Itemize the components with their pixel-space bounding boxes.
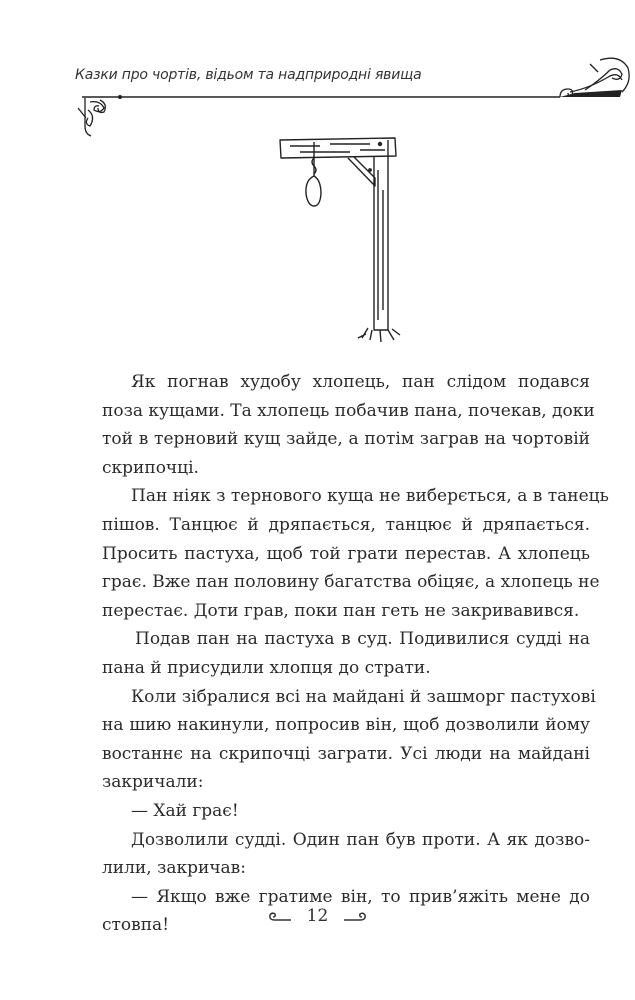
- text-line: той в терновий кущ зайде, а потім заграв на чортовій: [102, 429, 590, 450]
- paragraph: [102, 826, 590, 883]
- running-header: Казки про чортів, відьом та надприродні явища: [75, 67, 422, 83]
- text-line: востаннє на скрипочці заграти. Усі люди на майдані: [102, 743, 590, 764]
- text-line: лили, закричав:: [102, 858, 246, 879]
- text-line: закричали:: [102, 772, 204, 793]
- text-line: Подав пан на пастуха в суд. Подивилися судді на: [135, 629, 590, 650]
- paragraph: [102, 625, 590, 682]
- text-line: грає. Вже пан половину багатства обіцяє, а хлопець не: [102, 572, 600, 593]
- gallows-illustration: [270, 130, 415, 345]
- text-line: Коли зібралися всі на майдані й зашморг пастухові: [131, 686, 596, 707]
- paragraph: [102, 683, 596, 797]
- text-line: скрипочці.: [102, 457, 199, 478]
- text-line: Дозволили судді. Один пан був проти. А як дозво-: [131, 829, 590, 850]
- text-line: Просить пастуха, щоб той грати перестав. А хлопець: [102, 543, 590, 564]
- text-line: поза кущами. Та хлопець побачив пана, почекав, доки: [102, 400, 595, 421]
- paragraph: [102, 482, 609, 625]
- page-folio: [0, 906, 635, 926]
- text-line: Пан ніяк з тернового куща не виберється, а в танець: [131, 486, 609, 507]
- text-line: пішов. Танцює й дряпається, танцює й дряпається.: [102, 514, 590, 535]
- text-line: — Якщо вже гратиме він, то прив’яжіть мене до: [131, 886, 590, 907]
- page-number: 12: [306, 906, 329, 926]
- paragraph: [102, 797, 590, 826]
- text-line: — Хай грає!: [131, 800, 239, 821]
- text-line: на шию накинули, попросив він, щоб дозволили йому: [102, 715, 590, 736]
- text-line: пана й присудили хлопця до страти.: [102, 657, 431, 678]
- text-line: стовпа!: [102, 915, 170, 936]
- swirl-left-icon: [267, 910, 293, 924]
- text-line: Як погнав худобу хлопець, пан слідом подався: [131, 372, 590, 392]
- swirl-right-icon: [342, 910, 368, 924]
- paragraph: [102, 368, 595, 482]
- story-text: [102, 368, 609, 940]
- text-line: перестає. Доти грав, поки пан геть не закривавився.: [102, 600, 580, 621]
